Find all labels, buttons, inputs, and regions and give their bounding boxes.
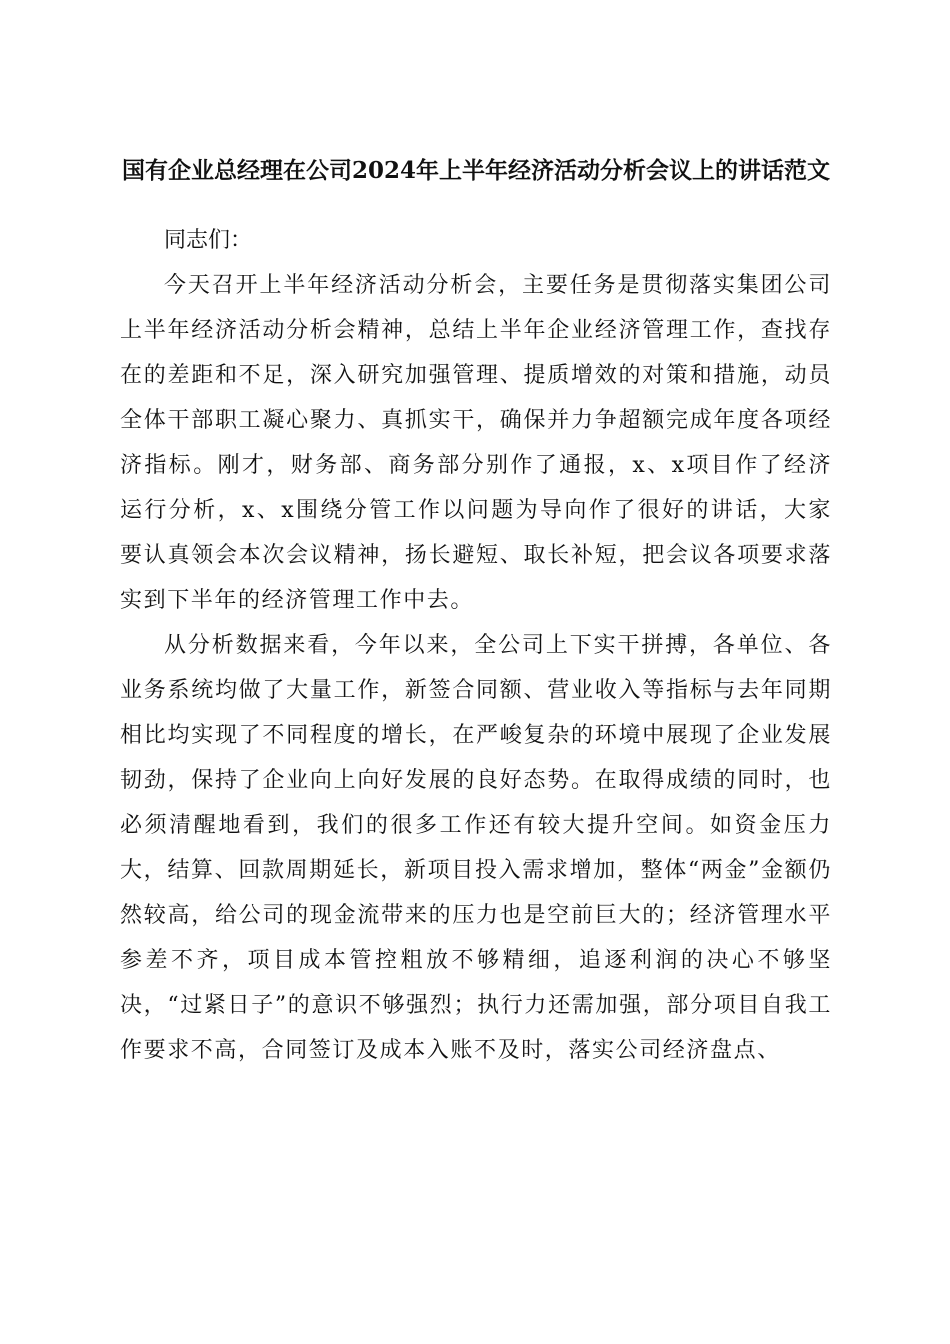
salutation: 同志们： — [164, 228, 253, 253]
document-title: 国有企业总经理在公司2024年上半年经济活动分析会议上的讲话范文 — [121, 157, 830, 184]
paragraph-analysis: 从分析数据来看，今年以来，全公司上下实干拼搏，各单位、各业务系统均做了大量工作，新签合同额、营业收入等指标与去年同期相比均实现了不同程度的增长，在严峻复杂的环境中展现了企业发展韧劲，保持了企业向上向好发展的良好态势。在取得成绩的同时，也必须清醒地看到，我们的很多工作还有较大提升空间。如资金压力大，结算、回款周期延长，新项目投入需求增加，整体“两金”金额仍然较高，给公司的现金流带来的压力也是空前巨大的；经济管理水平参差不齐，项目成本管控粗放不够精细，追逐利润的决心不够坚决，“过紧日子”的意识不够强烈；执行力还需加强，部分项目自我工作要求不高，合同签订及成本入账不及时，落实公司经济盘点、 — [120, 633, 832, 1063]
paragraph-opening: 今天召开上半年经济活动分析会，主要任务是贯彻落实集团公司上半年经济活动分析会精神，总结上半年企业经济管理工作，查找存在的差距和不足，深入研究加强管理、提质增效的对策和措施，动员全体干部职工凝心聚力、真抓实干，确保并力争超额完成年度各项经济指标。刚才，财务部、商务部分别作了通报，x、x项目作了经济运行分析，x、x围绕分管工作以问题为导向作了很好的讲话，大家要认真领会本次会议精神，扬长避短、取长补短，把会议各项要求落实到下半年的经济管理工作中去。 — [120, 273, 832, 613]
